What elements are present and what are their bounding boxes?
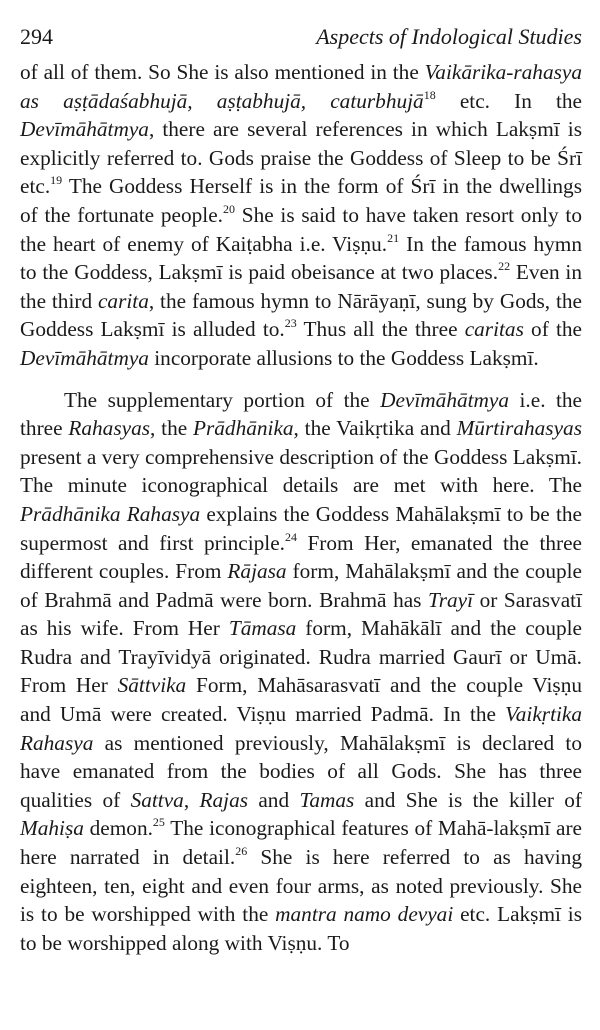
footnote-reference: 24 bbox=[285, 529, 297, 544]
text-run: She is here referred to as having eighteen, ten, eight and even four arms, as noted previously. She is to be worshipped with the bbox=[20, 845, 582, 927]
footnote-reference: 21 bbox=[387, 230, 400, 245]
text-run: The Goddess Herself is in the form of Śrī in the dwellings of the fortunate people. bbox=[20, 174, 582, 227]
text-run: The supplementary portion of the bbox=[64, 387, 381, 412]
italic-term: Mūrtirahasyas bbox=[456, 416, 582, 441]
text-run: , the bbox=[150, 416, 193, 441]
italic-term: Trayī bbox=[428, 587, 474, 612]
italic-term: Prādhānika bbox=[192, 416, 294, 441]
italic-term: Vaikārika-rahasya as aṣṭādaśabhujā, aṣṭabhujā, caturbhujā bbox=[20, 60, 582, 113]
body-text bbox=[20, 58, 582, 957]
italic-term: Vaikṛtika Rahasya bbox=[20, 702, 582, 755]
text-run: , there are several references in which Lakṣmī is explicitly referred to. Gods praise the Goddess of Sleep to be Śrī etc. bbox=[20, 117, 582, 199]
text-run: , the Vaikṛtika and bbox=[293, 416, 457, 441]
footnote-reference: 25 bbox=[152, 815, 165, 830]
italic-term: Rājasa bbox=[227, 559, 287, 584]
text-run: She is said to have taken resort only to the heart of enemy of Kaiṭabha i.e. Viṣṇu. bbox=[20, 202, 582, 256]
text-run: In the famous hymn to the Goddess, Lakṣmī is paid obeisance at two places. bbox=[20, 231, 583, 285]
text-run: explains the Goddess Mahālakṣmī to be the supermost and first principle. bbox=[20, 501, 582, 555]
text-run: form, Mahālakṣmī and the couple of Brahmā and Padmā were born. Brahmā has bbox=[20, 559, 583, 612]
italic-term: caritas bbox=[464, 317, 524, 342]
footnote-reference: 19 bbox=[50, 173, 63, 188]
footnote-reference: 18 bbox=[423, 87, 436, 102]
text-run: Form, Mahāsarasvatī and the couple Viṣṇu and Umā were created. Viṣṇu married Padmā. In the bbox=[20, 673, 583, 727]
text-run: demon. bbox=[83, 816, 153, 841]
running-title: Aspects of Indological Studies bbox=[316, 24, 582, 49]
text-run: or Sarasvatī as his wife. From Her bbox=[20, 587, 582, 641]
text-run: and bbox=[248, 787, 300, 812]
text-run: i.e. the three bbox=[20, 387, 582, 441]
text-run: etc. In the bbox=[435, 88, 582, 113]
text-run: , bbox=[183, 787, 200, 812]
footnote-reference: 23 bbox=[284, 316, 297, 331]
italic-term: Devīmāhātmya bbox=[20, 345, 149, 370]
italic-term: Tamas bbox=[299, 787, 355, 812]
text-run: , the famous hymn to Nārāyaṇī, sung by Gods, the Goddess Lakṣmī is alluded to. bbox=[20, 288, 582, 342]
paragraph bbox=[20, 386, 582, 958]
text-run: and She is the killer of bbox=[354, 787, 582, 812]
text-run: of all of them. So She is also mentioned in the bbox=[20, 60, 425, 84]
italic-term: Sāttvika bbox=[117, 673, 187, 698]
italic-term: Devīmāhātmya bbox=[380, 387, 510, 412]
footnote-reference: 26 bbox=[235, 844, 248, 859]
text-run: present a very comprehensive description of the Goddess Lakṣmī. The minute iconographical details are met with here. The bbox=[20, 444, 582, 498]
italic-term: Rajas bbox=[199, 787, 249, 812]
text-run: of the bbox=[523, 317, 582, 342]
italic-term: Prādhānika Rahasya bbox=[20, 501, 201, 526]
italic-term: Sattva bbox=[130, 787, 184, 812]
text-run: The iconographical features of Mahā-lakṣmī are here narrated in detail. bbox=[20, 816, 582, 870]
page-header bbox=[20, 18, 582, 58]
italic-term: mantra namo devyai bbox=[275, 902, 454, 927]
italic-term: Mahiṣa bbox=[20, 816, 84, 841]
footnote-reference: 20 bbox=[222, 201, 235, 216]
italic-term: Devīmāhātmya bbox=[20, 117, 149, 142]
paragraph bbox=[20, 58, 582, 373]
text-run: incorporate allusions to the Goddess Lakṣmī. bbox=[148, 345, 539, 370]
text-run: Thus all the three bbox=[296, 317, 465, 342]
italic-term: carita bbox=[97, 288, 149, 313]
text-run: etc. Lakṣmī is to be worshipped along with Viṣṇu. To bbox=[20, 902, 582, 955]
italic-term: Tāmasa bbox=[228, 616, 297, 641]
footnote-reference: 22 bbox=[498, 259, 511, 274]
text-run: From Her, emanated the three different couples. From bbox=[20, 530, 583, 584]
text-run: as mentioned previously, Mahālakṣmī is declared to have emanated from the bodies of all Gods. She has three qualities of bbox=[20, 730, 582, 812]
text-run: Even in the third bbox=[20, 260, 582, 313]
italic-term: Rahasyas bbox=[68, 416, 151, 441]
text-run: form, Mahākālī and the couple Rudra and Trayīvidyā originated. Rudra married Gaurī or Umā. From Her bbox=[20, 616, 582, 698]
page-number: 294 bbox=[20, 24, 53, 49]
